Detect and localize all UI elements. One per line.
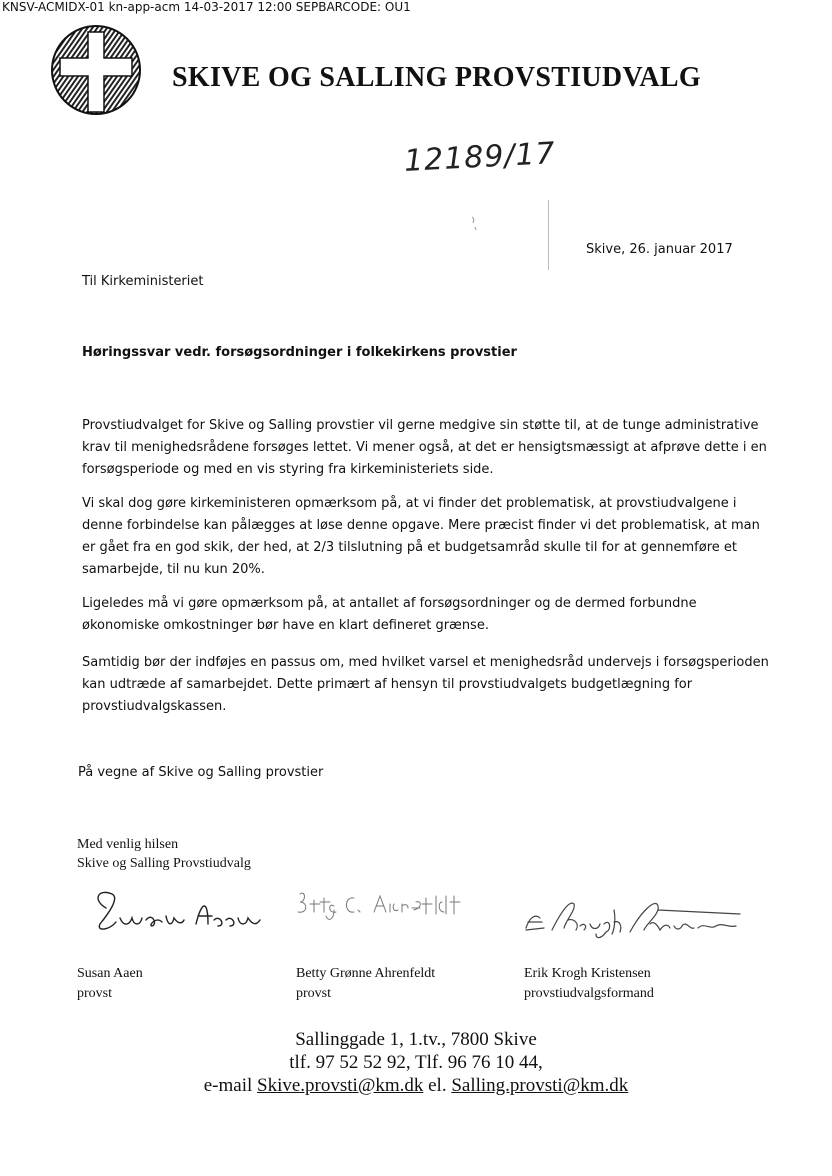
body-paragraph-4: Samtidig bør der indføjes en passus om, med hvilket varsel et menighedsråd undervejs i forsøgsperioden kan udtræde af samarbejdet. Dette primært af hensyn til provstiudvalgets budgetlægning for provstiudvalgskassen. bbox=[82, 655, 769, 714]
closing-greeting: Med venlig hilsen bbox=[77, 837, 179, 852]
signatory-2 bbox=[296, 964, 435, 1004]
letter-subject: Høringssvar vedr. forsøgsordninger i folkekirkens provstier bbox=[82, 345, 517, 360]
signatory-3 bbox=[524, 964, 654, 1004]
footer-email-separator: el. bbox=[428, 1075, 447, 1096]
footer-phones: tlf. 97 52 52 92, Tlf. 96 76 10 44, bbox=[289, 1052, 543, 1073]
cross-emblem-logo bbox=[50, 24, 142, 116]
signatory-role: provst bbox=[77, 986, 112, 1001]
signatory-role: provst bbox=[296, 986, 331, 1001]
closing-organization: Skive og Salling Provstiudvalg bbox=[77, 856, 251, 871]
signatory-name: Susan Aaen bbox=[77, 966, 143, 981]
signature-erik-kristensen bbox=[518, 880, 758, 950]
letter-date: Skive, 26. januar 2017 bbox=[586, 242, 733, 257]
body-paragraph-1: Provstiudvalget for Skive og Salling provstier vil gerne medgive sin støtte til, at de tunge administrative krav til menighedsrådene forsøges lettet. Vi mener også, at det er hensigtsmæssigt at afprøve dette i en forsøgsperiode og med en vis styring fra kirkeministeriets side. bbox=[82, 418, 767, 477]
email-link-salling[interactable]: Salling.provsti@km.dk bbox=[451, 1075, 629, 1096]
footer-email-prefix: e-mail bbox=[203, 1075, 253, 1096]
signatory-role: provstiudvalgsformand bbox=[524, 986, 654, 1001]
signatory-name: Betty Grønne Ahrenfeldt bbox=[296, 966, 436, 981]
footer-email-line bbox=[0, 1074, 832, 1097]
closing-block bbox=[77, 835, 251, 873]
scan-artifact-line bbox=[548, 200, 549, 270]
body-paragraph-2: Vi skal dog gøre kirkeministeren opmærksom på, at vi finder det problematisk, at provstiudvalgene i denne forbindelse kan pålægges at løse denne opgave. Mere præcist finder vi det problematisk, at man er gået fra en god skik, der hed, at 2/3 tilslutning på et budgetsamråd skulle til for at gennemføre et samarbejde, til nu kun 20%. bbox=[82, 496, 760, 577]
signature-betty-ahrenfeldt bbox=[292, 880, 482, 950]
signatory-name: Erik Krogh Kristensen bbox=[524, 966, 651, 981]
body-paragraph-3: Ligeledes må vi gøre opmærksom på, at antallet af forsøgsordninger og de dermed forbundne økonomiske omkostninger bør have en klart defineret grænse. bbox=[82, 596, 697, 633]
signatory-1 bbox=[77, 964, 143, 1004]
handwritten-journal-number: 12189/17 bbox=[403, 136, 557, 179]
footer-address: Sallinggade 1, 1.tv., 7800 Skive bbox=[295, 1029, 537, 1050]
email-link-skive[interactable]: Skive.provsti@km.dk bbox=[257, 1075, 424, 1096]
organization-title: SKIVE OG SALLING PROVSTIUDVALG bbox=[172, 62, 701, 93]
recipient-line: Til Kirkeministeriet bbox=[82, 274, 204, 289]
footer-contact bbox=[0, 1028, 832, 1097]
signature-susan-aaen bbox=[86, 880, 266, 950]
on-behalf-line: På vegne af Skive og Salling provstier bbox=[78, 765, 324, 780]
scan-header-stamp: KNSV-ACMIDX-01 kn-app-acm 14-03-2017 12:00 SEPBARCODE: OU1 bbox=[2, 0, 411, 14]
scan-artifact-mark bbox=[470, 215, 478, 231]
